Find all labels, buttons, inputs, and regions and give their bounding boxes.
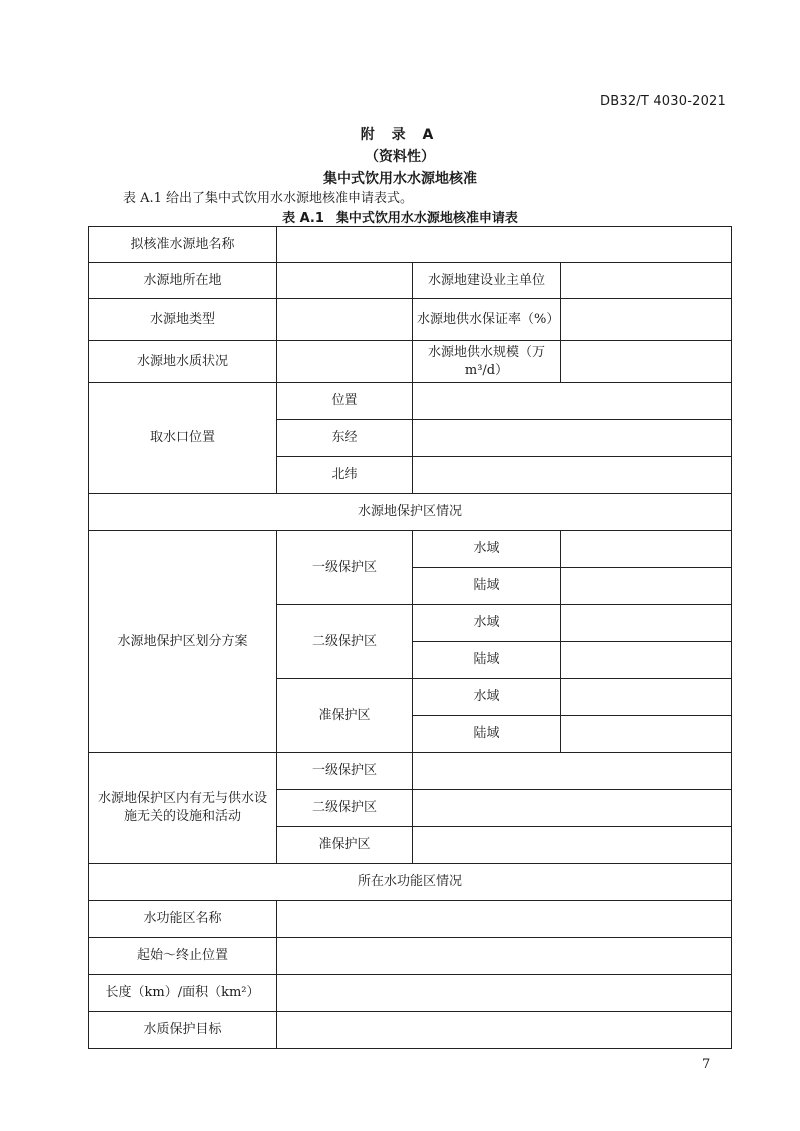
- guarantee-label: 水源地供水保证率（%）: [413, 299, 561, 341]
- scale-label: 水源地供水规模（万 m³/d）: [413, 341, 561, 383]
- quasi-land-label: 陆域: [413, 716, 561, 753]
- primary-land-label: 陆域: [413, 568, 561, 605]
- type-value-cell[interactable]: [277, 299, 413, 341]
- quality-value-cell[interactable]: [277, 341, 413, 383]
- quality-label: 水源地水质状况: [89, 341, 277, 383]
- annex-nature: （资料性）: [365, 149, 435, 165]
- type-label: 水源地类型: [89, 299, 277, 341]
- quasi-zone-label: 准保护区: [277, 679, 413, 753]
- function-name-value-cell[interactable]: [277, 901, 732, 938]
- annex-intro: 表 A.1 给出了集中式饮用水水源地核准申请表式。: [123, 191, 414, 206]
- secondary-water-label: 水域: [413, 605, 561, 642]
- facilities-label: 水源地保护区内有无与供水设施无关的设施和活动: [89, 753, 277, 864]
- division-label: 水源地保护区划分方案: [89, 531, 277, 753]
- intake-longitude-value-cell[interactable]: [413, 420, 732, 457]
- table-caption: [0, 207, 800, 226]
- guarantee-value-cell[interactable]: [561, 299, 732, 341]
- length-area-value-cell[interactable]: [277, 975, 732, 1012]
- builder-value-cell[interactable]: [561, 263, 732, 299]
- secondary-zone-label: 二级保护区: [277, 605, 413, 679]
- secondary-land-label: 陆域: [413, 642, 561, 679]
- function-section-header: 所在水功能区情况: [89, 864, 732, 901]
- intake-longitude-label: 东经: [277, 420, 413, 457]
- protection-section-header: 水源地保护区情况: [89, 494, 732, 531]
- location-value-cell[interactable]: [277, 263, 413, 299]
- table-number: 表 A.1: [282, 211, 324, 226]
- intake-position-value-cell[interactable]: [413, 383, 732, 420]
- primary-zone-label: 一级保护区: [277, 531, 413, 605]
- page-number: 7: [702, 1057, 711, 1072]
- facilities-quasi-value-cell[interactable]: [413, 827, 732, 864]
- intake-latitude-value-cell[interactable]: [413, 457, 732, 494]
- intake-label: 取水口位置: [89, 383, 277, 494]
- quality-target-value-cell[interactable]: [277, 1012, 732, 1049]
- annex-heading: 集中式饮用水水源地核准: [323, 171, 477, 187]
- primary-land-value-cell[interactable]: [561, 568, 732, 605]
- facilities-primary-value-cell[interactable]: [413, 753, 732, 790]
- facilities-quasi-label: 准保护区: [277, 827, 413, 864]
- builder-label: 水源地建设业主单位: [413, 263, 561, 299]
- standard-code: DB32/T 4030-2021: [600, 94, 726, 109]
- table-title: 集中式饮用水水源地核准申请表: [335, 211, 518, 226]
- quasi-water-value-cell[interactable]: [561, 679, 732, 716]
- quasi-land-value-cell[interactable]: [561, 716, 732, 753]
- name-value-cell[interactable]: [277, 227, 732, 263]
- name-label: 拟核准水源地名称: [89, 227, 277, 263]
- primary-water-value-cell[interactable]: [561, 531, 732, 568]
- start-end-label: 起始～终止位置: [89, 938, 277, 975]
- intake-position-label: 位置: [277, 383, 413, 420]
- quality-target-label: 水质保护目标: [89, 1012, 277, 1049]
- primary-water-label: 水域: [413, 531, 561, 568]
- length-area-label: 长度（km）/面积（km²）: [89, 975, 277, 1012]
- facilities-secondary-label: 二级保护区: [277, 790, 413, 827]
- location-label: 水源地所在地: [89, 263, 277, 299]
- secondary-land-value-cell[interactable]: [561, 642, 732, 679]
- scale-value-cell[interactable]: [561, 341, 732, 383]
- intake-latitude-label: 北纬: [277, 457, 413, 494]
- application-form-table: [88, 226, 732, 1049]
- facilities-secondary-value-cell[interactable]: [413, 790, 732, 827]
- quasi-water-label: 水域: [413, 679, 561, 716]
- annex-title: 附 录 A: [360, 127, 440, 143]
- start-end-value-cell[interactable]: [277, 938, 732, 975]
- secondary-water-value-cell[interactable]: [561, 605, 732, 642]
- function-name-label: 水功能区名称: [89, 901, 277, 938]
- facilities-primary-label: 一级保护区: [277, 753, 413, 790]
